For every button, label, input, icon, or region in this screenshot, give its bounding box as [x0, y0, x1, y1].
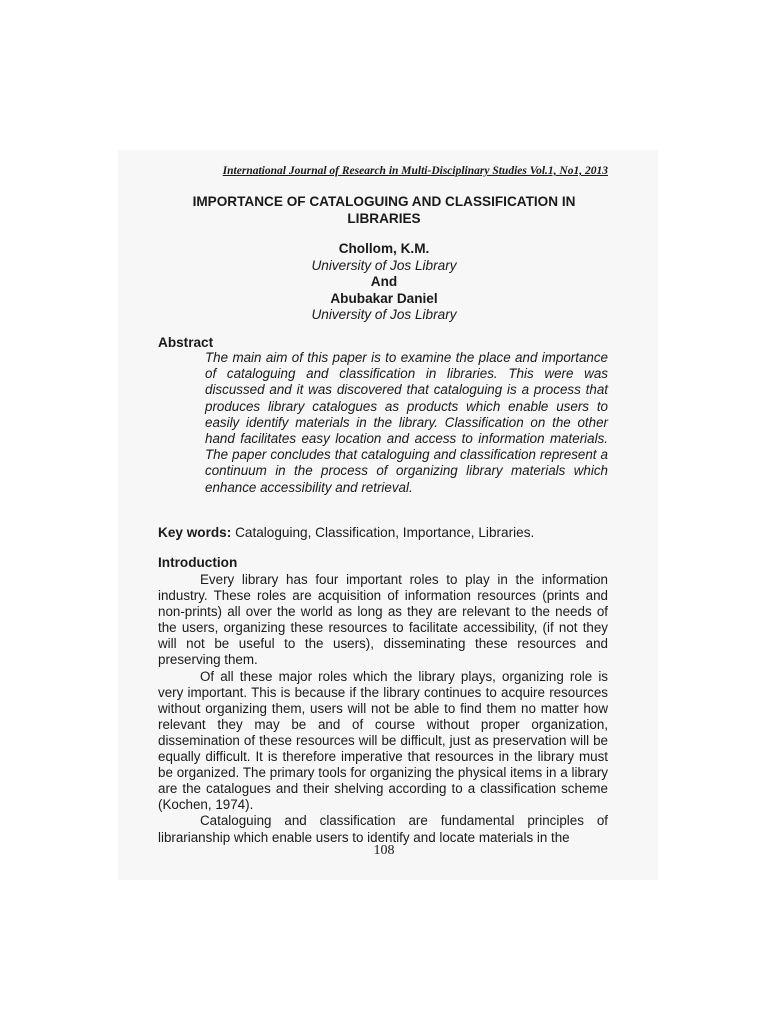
page-number: 108 — [373, 843, 395, 858]
author-1-name: Chollom, K.M. — [338, 241, 430, 256]
introduction-body — [158, 572, 608, 846]
paragraph: Cataloguing and classification are fundamental principles of librarianship which enable users to identify and locate materials in the — [158, 813, 608, 845]
paper-title: IMPORTANCE OF CATALOGUING AND CLASSIFICATION IN LIBRARIES — [192, 194, 576, 226]
keywords-label: Key words: — [158, 525, 232, 540]
paragraph: Every library has four important roles to play in the information industry. These roles are acquisition of information resources (prints and non-prints) all over the world as long as they are relevant to the needs of the users, organizing these resources to facilitate accessibility, (if not they will not be useful to the users), disseminating these resources and preserving them. — [158, 572, 608, 668]
abstract-text: The main aim of this paper is to examine the place and importance of cataloguing and classification in libraries. This were was discussed and it was discovered that cataloguing is a process that produces library catalogues as products which enable users to easily identify materials in the library. Classification on the other hand facilitates easy location and access to information materials. The paper concludes that cataloguing and classification represent a continuum in the process of organizing library materials which enhance accessibility and retrieval. — [205, 350, 608, 495]
abstract-heading: Abstract — [158, 335, 214, 350]
introduction-heading: Introduction — [158, 555, 238, 570]
keywords-line — [158, 525, 618, 540]
author-conjunction: And — [370, 274, 398, 289]
authors-block — [160, 241, 608, 324]
keywords-text: Cataloguing, Classification, Importance, Libraries. — [235, 525, 535, 540]
journal-header: International Journal of Research in Multi-Disciplinary Studies Vol.1, No1, 2013 — [222, 165, 608, 177]
author-2-name: Abubakar Daniel — [330, 290, 438, 306]
author-2-affiliation: University of Jos Library — [311, 307, 457, 322]
paragraph: Of all these major roles which the library plays, organizing role is very important. This is because if the library continues to acquire resources without organizing them, users will not be able to find them no matter how relevant they may be and of course without proper organization, dissemination of these resources will be difficult, just as preservation will be equally difficult. It is therefore imperative that resources in the library must be organized. The primary tools for organizing the physical items in a library are the catalogues and their shelving according to a classification scheme (Kochen, 1974). — [158, 668, 608, 813]
author-1-affiliation: University of Jos Library — [311, 257, 457, 273]
